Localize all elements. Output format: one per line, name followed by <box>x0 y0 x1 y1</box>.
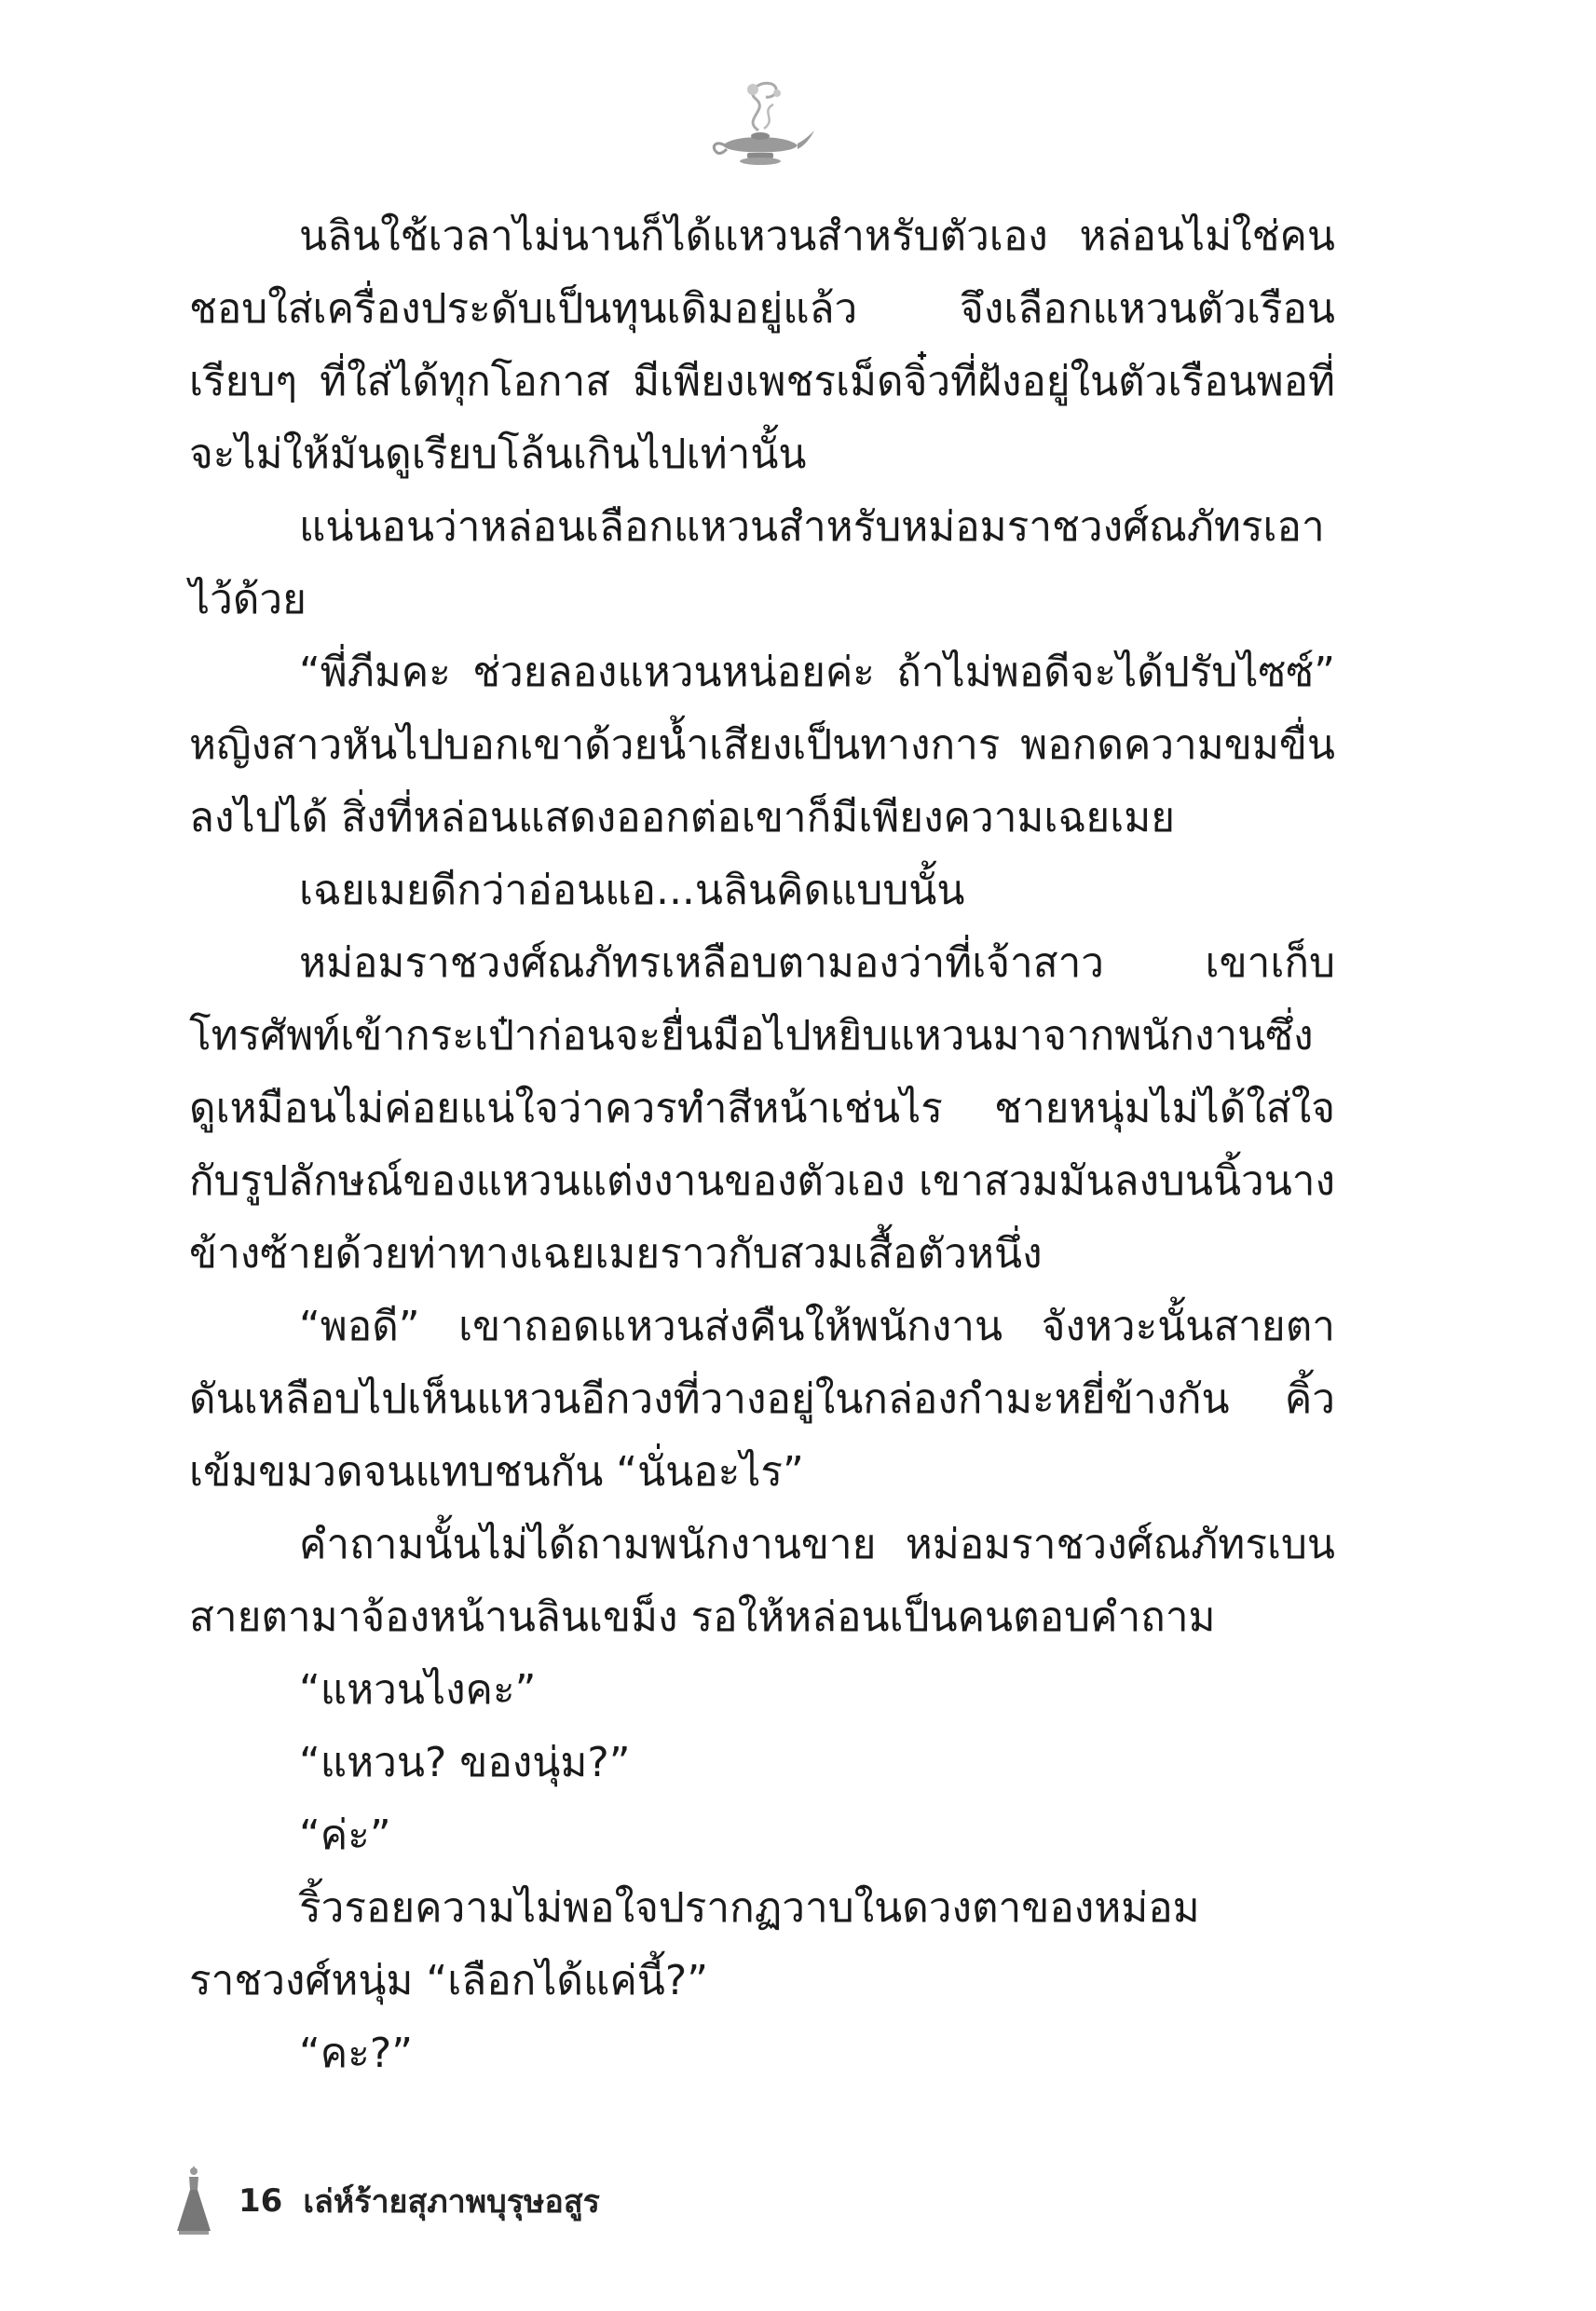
paragraph: “คะ?” <box>299 2030 414 2077</box>
chapter-body <box>189 200 1335 2090</box>
paragraph: หม่อมราชวงศ์ณภัทรเหลือบตามองว่าที่เจ้าสาว เขาเก็บโทรศัพท์เข้ากระเป๋าก่อนจะยื่นมือไปหยิบแหวนมาจากพนักงานซึ่งดูเหมือนไม่ค่อยแน่ใจว่าควรทำสีหน้าเช่นไร ชายหนุ่มไม่ได้ใส่ใจกับรูปลักษณ์ของแหวนแต่งงานของตัวเอง เขาสวมมันลงบนนิ้วนางข้างซ้ายด้วยท่าทางเฉยเมยราวกับสวมเสื้อตัวหนึ่ง <box>189 939 1335 1278</box>
paragraph: “พอดี” เขาถอดแหวนส่งคืนให้พนักงาน จังหวะนั้นสายตาดันเหลือบไปเห็นแหวนอีกวงที่วางอยู่ในกล่องกำมะหยี่ข้างกัน คิ้วเข้มขมวดจนแทบชนกัน “นั่นอะไร” <box>189 1303 1335 1496</box>
page-number: 16 <box>239 2182 283 2220</box>
paragraph: นลินใช้เวลาไม่นานก็ได้แหวนสำหรับตัวเอง หล่อนไม่ใช่คนชอบใส่เครื่องประดับเป็นทุนเดิมอยู่แล้ว จึงเลือกแหวนตัวเรือนเรียบๆ ที่ใส่ได้ทุกโอกาส มีเพียงเพชรเม็ดจิ๋วที่ฝังอยู่ในตัวเรือนพอที่จะไม่ให้มันดูเรียบโล้นเกินไปเท่านั้น <box>189 212 1335 478</box>
paragraph: คำถามนั้นไม่ได้ถามพนักงานขาย หม่อมราชวงศ์ณภัทรเบนสายตามาจ้องหน้านลินเขม็ง รอให้หล่อนเป็นคนตอบคำถาม <box>189 1521 1335 1641</box>
paragraph: “ค่ะ” <box>299 1812 391 1859</box>
book-title: เล่ห์ร้ายสุภาพบุรุษอสูร <box>303 2183 600 2221</box>
genie-lamp-icon <box>704 73 816 175</box>
paragraph: แน่นอนว่าหล่อนเลือกแหวนสำหรับหม่อมราชวงศ์ณภัทรเอาไว้ด้วย <box>189 503 1325 623</box>
page-footer <box>173 2164 600 2238</box>
paragraph: ริ้วรอยความไม่พอใจปรากฏวาบในดวงตาของหม่อมราชวงศ์หนุ่ม “เลือกได้แค่นี้?” <box>189 1884 1200 2004</box>
paragraph: “แหวนไงคะ” <box>299 1666 537 1714</box>
paragraph: “พี่ภีมคะ ช่วยลองแหวนหน่อยค่ะ ถ้าไม่พอดีจะได้ปรับไซซ์” หญิงสาวหันไปบอกเขาด้วยน้ำเสียงเป็นทางการ พอกดความขมขื่นลงไปได้ สิ่งที่หล่อนแสดงออกต่อเขาก็มีเพียงความเฉยเมย <box>189 649 1335 841</box>
paragraph: “แหวน? ของนุ่ม?” <box>299 1739 631 1786</box>
paragraph: เฉยเมยดีกว่าอ่อนแอ...นลินคิดแบบนั้น <box>299 867 965 914</box>
dress-figure-icon <box>173 2164 214 2238</box>
